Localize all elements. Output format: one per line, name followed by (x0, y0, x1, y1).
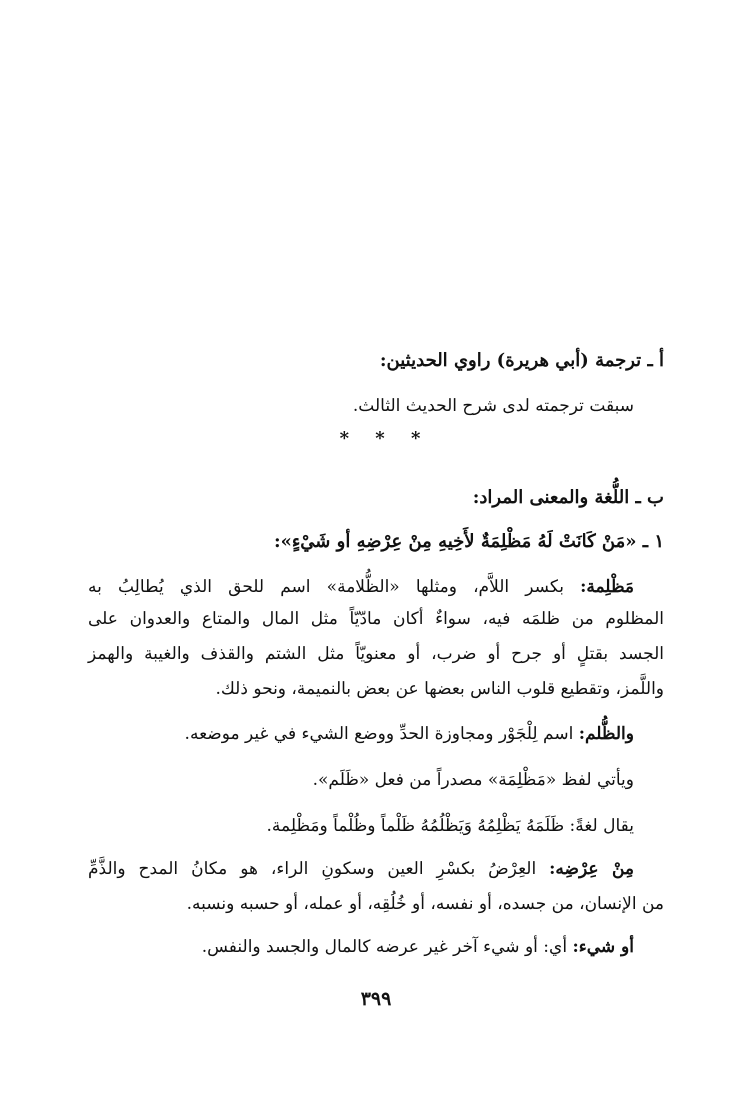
hadith-phrase-1: ١ ـ «مَنْ كَانَتْ لَهُ مَظْلِمَةٌ لأَخِيهِ مِنْ عِرْضِهِ أو شَيْءٍ»: (273, 531, 664, 552)
definition-mazlima-line-4: واللَّمز، وتقطيع قلوب الناس بعضها عن بعض بالنميمة، ونحو ذلك. (215, 679, 664, 699)
term-shay: أو شيء: (572, 937, 634, 957)
definition-zulm-text: اسم لِلْجَوْر ومجاوزة الحدِّ ووضع الشيء في غير موضعه. (184, 724, 574, 744)
term-ird: مِنْ عِرْضِه: (549, 859, 634, 879)
section-a-text: سبقت ترجمته لدى شرح الحديث الثالث. (352, 396, 634, 416)
definition-zulm (185, 722, 634, 746)
definition-shay (202, 935, 634, 959)
term-zulm: والظُّلم: (578, 724, 634, 744)
definition-ird-line-2: من الإنسان، من جسده، أو نفسه، أو خُلُقِه، أو عمله، أو حسبه ونسبه. (186, 894, 664, 914)
section-separator: * * * (339, 428, 431, 449)
definition-ird-text-1: العِرْضُ بكسْرِ العين وسكونِ الراء، هو مكانُ المدح والذَّمِّ (88, 859, 537, 879)
zulm-usage: يقال لغةً: ظَلَمَهُ يَظْلِمُهُ وَيَظْلُمُهُ ظَلْماً وظُلْماً ومَظْلِمة. (266, 816, 634, 836)
term-mazlima: مَظْلِمة: (580, 577, 634, 597)
page-number: ٣٩٩ (360, 988, 392, 1010)
definition-shay-text: أي: أو شيء آخر غير عرضه كالمال والجسد والنفس. (201, 937, 568, 957)
zulm-note: ويأتي لفظ «مَظْلِمَة» مصدراً من فعل «ظَلَم». (312, 770, 634, 790)
definition-mazlima-line-2: المظلوم من ظلمَه فيه، سواءٌ أكان مادّيّاً مثل المال والمتاع والعدوان على (88, 609, 664, 629)
definition-ird-line-1 (88, 857, 634, 881)
definition-mazlima-line-1 (88, 575, 634, 599)
section-b-heading: ب ـ اللُّغة والمعنى المراد: (472, 487, 664, 508)
definition-mazlima-line-3: الجسد بقتلٍ أو جرح أو ضرب، أو معنويّاً مثل الشتم والقذف والغيبة والهمز (88, 644, 664, 664)
definition-mazlima-text-1: بكسر اللاَّم، ومثلها «الظُّلامة» اسم للحق الذي يُطالِبُ به (88, 577, 564, 597)
section-a-heading: أ ـ ترجمة (أبي هريرة) راوي الحديثين: (379, 350, 664, 371)
